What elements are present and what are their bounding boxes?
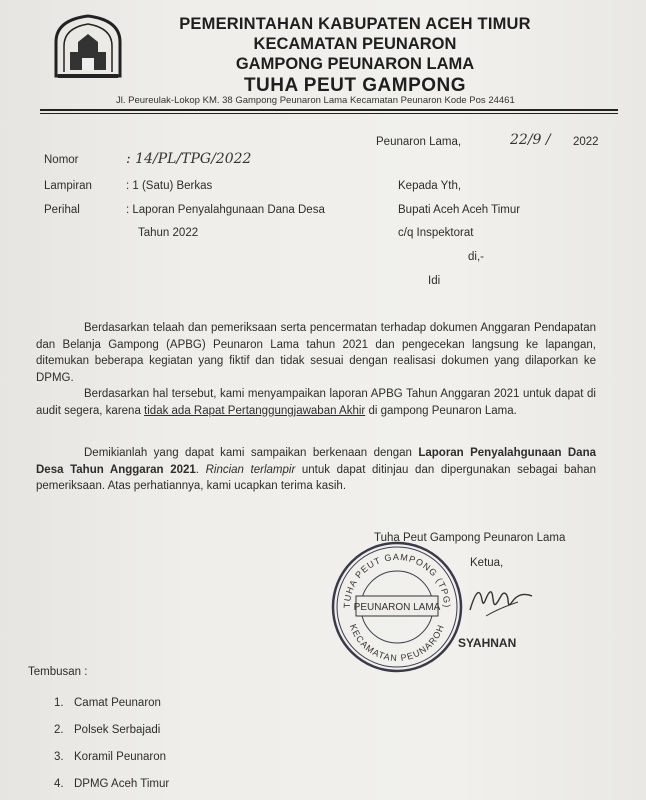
cc-item-number: 3.: [54, 751, 64, 763]
perihal-label: Perihal: [44, 204, 80, 216]
cc-item-text: Camat Peunaron: [74, 697, 161, 709]
lampiran-label: Lampiran: [44, 180, 92, 192]
underlined-phrase: tidak ada Rapat Pertanggungjawaban Akhir: [144, 404, 366, 417]
handwritten-date: 22/9 /: [510, 132, 551, 148]
letterhead-address: Jl. Peureulak-Lokop KM. 38 Gampong Peunaron Lama Kecamatan Peunaron Kode Pos 24461: [116, 95, 515, 106]
body-paragraph-1-text: Berdasarkan telaah dan pemeriksaan serta pencermatan terhadap dokumen Anggaran Pendapatan dan Belanja Gampong (APBG) Peunaron Lama tahun 2021 dan pengecekan langsung ke lapangan, ditemukan beberapa kegiatan yang fiktif dan tidak sesuai dengan realisasi dokumen yang dilaporkan ke DPMG.: [36, 322, 596, 384]
body-paragraph-2: [36, 386, 596, 419]
bold-subject: Laporan Penyalahgunaan Dana Desa Tahun Anggaran 2021: [36, 447, 596, 476]
cc-item-number: 1.: [54, 697, 64, 709]
seal-bottom-text: KECAMATAN PEUNAROH: [347, 622, 447, 664]
cc-item-number: 4.: [54, 778, 64, 790]
letterhead: [120, 14, 590, 98]
recipient-di: di,-: [468, 251, 484, 263]
body-paragraph-2-tail: di gampong Peunaron Lama.: [365, 404, 517, 417]
letterhead-line-4: TUHA PEUT GAMPONG: [243, 75, 467, 96]
recipient-greeting: Kepada Yth,: [398, 180, 462, 192]
letterhead-line-1: PEMERINTAHAN KABUPATEN ACEH TIMUR: [179, 15, 531, 33]
recipient-name: Bupati Aceh Aceh Timur: [398, 204, 521, 216]
cc-item-number: 2.: [54, 724, 64, 736]
recipient-city: Idi: [428, 275, 441, 287]
cc-item-text: Polsek Serbajadi: [74, 724, 161, 736]
cc-item-text: DPMG Aceh Timur: [74, 778, 170, 790]
place: Peunaron Lama,: [376, 136, 462, 148]
body-paragraph-1: [36, 320, 596, 386]
body-paragraph-2-text: Berdasarkan hal tersebut, kami menyampaikan laporan APBG Tahun Anggaran 2021 untuk dapat di audit segera, karena: [36, 388, 596, 417]
official-seal-icon: [328, 538, 466, 676]
perihal-value: : Laporan Penyalahgunaan Dana Desa: [126, 204, 325, 216]
signatory-name: SYAHNAN: [458, 636, 517, 650]
letterhead-line-3: GAMPONG PEUNARON LAMA: [235, 55, 475, 73]
nomor-value: : 14/PL/TPG/2022: [126, 151, 252, 167]
year: 2022: [573, 136, 599, 148]
italic-attachment-note: Rincian terlampir: [205, 463, 296, 476]
lampiran-value: : 1 (Satu) Berkas: [126, 180, 213, 192]
signature-org: Tuha Peut Gampong Peunaron Lama: [374, 532, 566, 544]
signature-role: Ketua,: [470, 557, 504, 569]
body-paragraph-3-text: Demikianlah yang dapat kami sampaikan berkenaan dengan: [84, 447, 419, 459]
cc-label: Tembusan :: [28, 666, 88, 678]
body-paragraph-3-tail: untuk dapat ditinjau dan dipergunakan sebagai bahan pemeriksaan. Atas perhatiannya, kami ucapkan terima kasih.: [36, 463, 597, 493]
perihal-value-2: Tahun 2022: [138, 227, 199, 239]
seal-center-text: PEUNARON LAMA: [353, 602, 441, 613]
letterhead-rule-thin: [40, 113, 618, 114]
body-paragraph-3-sep: .: [195, 463, 206, 476]
handwritten-signature-icon: [466, 580, 536, 620]
seal-top-text: TUHA PEUT GAMPONG (TPG): [341, 551, 453, 609]
nomor-label: Nomor: [44, 154, 79, 166]
letterhead-line-2: KECAMATAN PEUNARON: [253, 35, 457, 53]
recipient-cq: c/q Inspektorat: [398, 227, 474, 239]
regency-emblem-icon: [48, 12, 128, 84]
cc-item-text: Koramil Peunaron: [74, 751, 167, 763]
letterhead-rule: [40, 109, 618, 111]
body-paragraph-3: [36, 445, 596, 495]
